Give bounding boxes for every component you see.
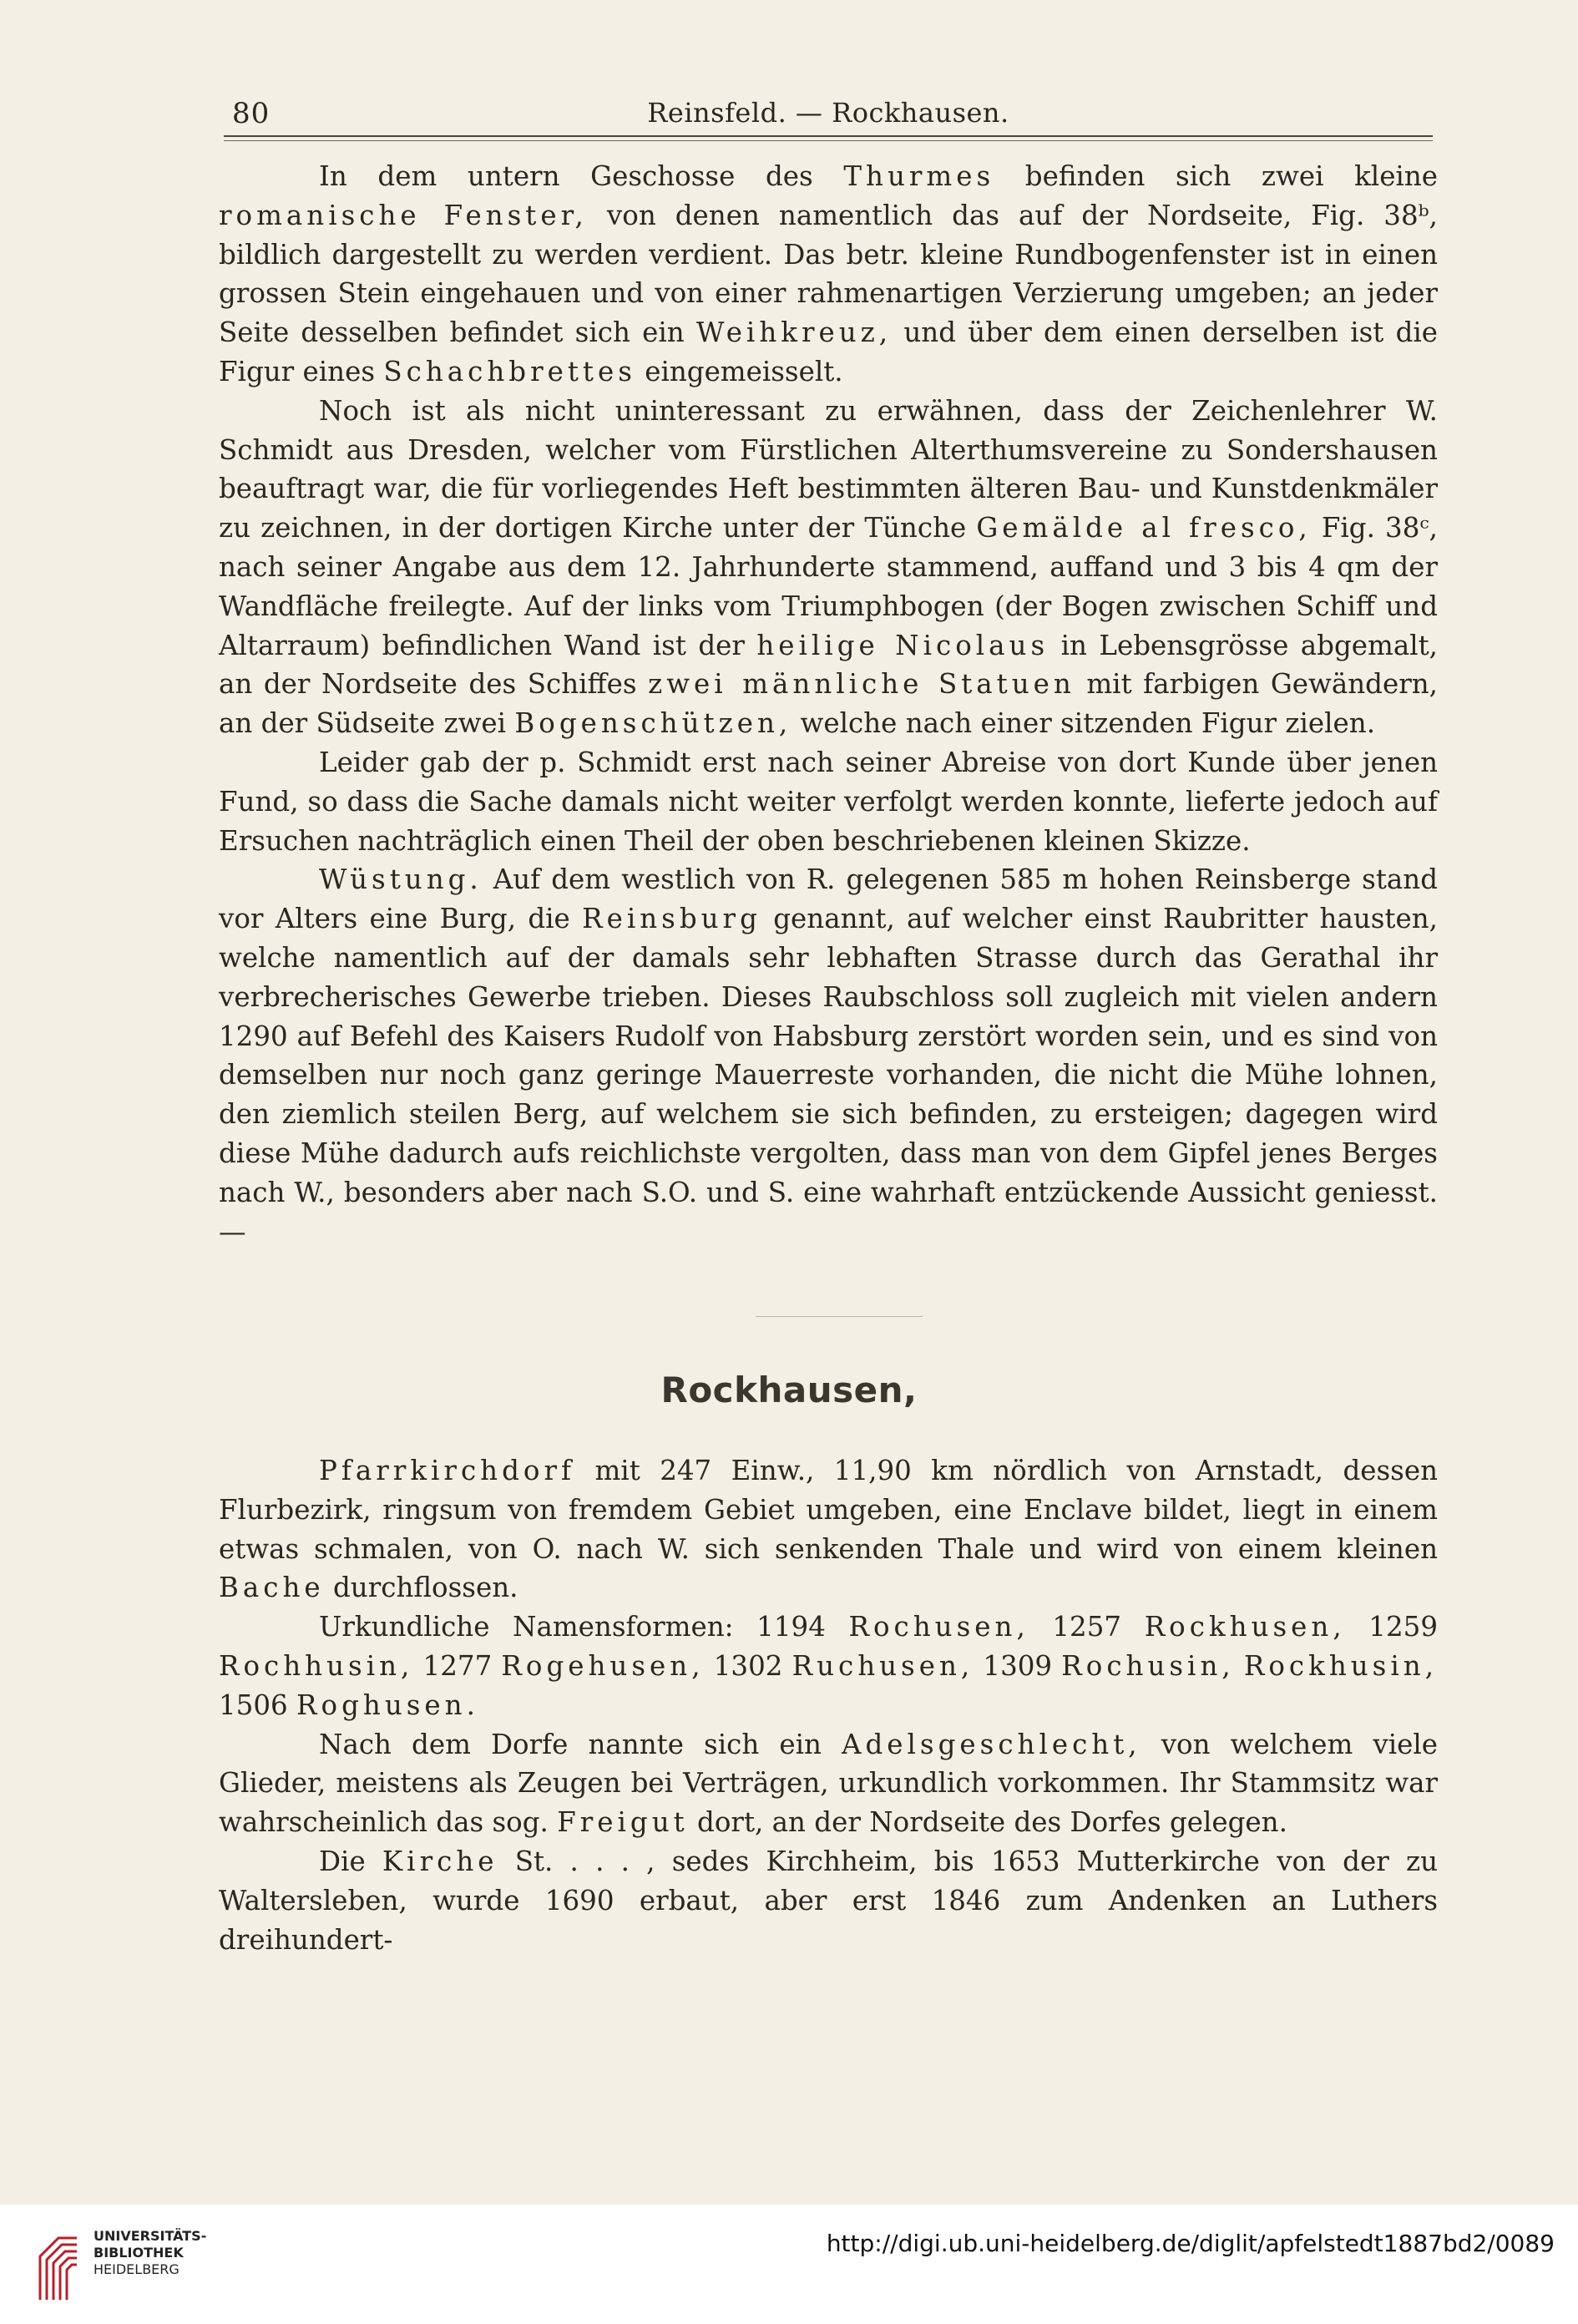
emphasized-text: Ruchusen, <box>792 1649 974 1682</box>
emphasized-text: Thurmes <box>843 160 995 192</box>
university-library-logo-icon <box>33 2223 83 2306</box>
reinsfeld-paragraph <box>219 392 1438 743</box>
emphasized-text: zwei männliche Statuen <box>648 668 1075 701</box>
emphasized-text: Rogehusen, <box>501 1649 705 1682</box>
text-run: eingemeisselt. <box>635 355 843 387</box>
text-run: Noch ist als nicht uninteressant zu erwähnen, dass der Zeichenlehrer W. Schmidt aus Dresden, welcher vom Fürstlichen Alterthumsvereine zu Sondershausen beauftragt war, die für vorliegendes Heft bestimmten älteren Bau- und Kunstdenkmäler zu zeichnen, in der dortigen Kirche unter der Tünche <box>219 394 1438 544</box>
text-run: Nach dem Dorfe nannte sich ein <box>319 1728 842 1760</box>
permalink-url[interactable]: http://digi.ub.uni-heidelberg.de/diglit/apfelstedt1887bd2/0089 <box>826 2230 1555 2257</box>
rockhausen-paragraph <box>219 1451 1438 1608</box>
emphasized-text: Reinsburg <box>582 903 761 935</box>
emphasized-text: Pfarrkirchdorf <box>319 1455 576 1486</box>
emphasized-text: Rockhusin, <box>1243 1649 1439 1682</box>
emphasized-text: Kirche <box>382 1845 498 1877</box>
emphasized-text: Roghusen. <box>296 1689 479 1721</box>
emphasized-text: Freigut <box>557 1806 689 1839</box>
text-run: 1506 <box>219 1689 297 1721</box>
library-name <box>94 2228 206 2278</box>
text-run: mit farbigen Gewändern, an der Südseite zwei <box>219 668 1438 740</box>
emphasized-text: romanische Fenster, <box>219 199 588 231</box>
emphasized-text: Bogenschützen, <box>514 707 792 740</box>
text-run: Urkundliche Namensformen: 1194 <box>319 1611 849 1643</box>
text-run: in Lebensgrösse abgemalt, an der Nordseite des Schiffes <box>219 629 1438 701</box>
text-run: Leider gab der p. Schmidt erst nach seiner Abreise von dort Kunde über jenen Fund, so dass die Sache damals nicht weiter verfolgt werden konnte, lieferte jedoch auf Ersuchen nachträglich einen Theil der oben beschriebenen kleinen Skizze. <box>219 746 1438 857</box>
emphasized-text: Rochusen, <box>848 1611 1029 1643</box>
rockhausen-paragraph <box>219 1608 1438 1724</box>
text-run: St. . . . , sedes Kirchheim, bis 1653 Mutterkirche von der zu Waltersleben, wurde 1690 erbaut, aber erst 1846 zum Andenken an Luthers dreihundert- <box>219 1845 1439 1956</box>
text-run: 1257 <box>1029 1611 1145 1643</box>
emphasized-text: Schachbrettes <box>383 355 636 387</box>
text-run: 1277 <box>413 1649 502 1682</box>
emphasized-text: Rochusin, <box>1061 1649 1235 1682</box>
reinsfeld-paragraph <box>219 157 1438 392</box>
text-run: 1309 <box>974 1649 1062 1682</box>
text-run <box>1235 1650 1244 1682</box>
emphasized-text: heilige Nicolaus <box>756 629 1049 661</box>
body-text-rockhausen <box>219 1451 1438 1959</box>
reinsfeld-paragraph <box>219 743 1438 860</box>
text-run: Die <box>319 1845 382 1877</box>
text-run: von denen namentlich das auf der Nordseite, Fig. 38ᵇ, bildlich dargestellt zu werden verdient. Das betr. kleine Rundbogenfenster ist in einen grossen Stein eingehauen und von einer rahmenartigen Verzierung umgeben; an jeder Seite desselben befindet sich ein <box>219 199 1438 349</box>
emphasized-text: Gemälde al fresco, <box>976 512 1312 544</box>
text-run: befinden sich zwei kleine <box>994 160 1438 192</box>
emphasized-text: Adelsgeschlecht, <box>842 1728 1141 1760</box>
text-run: und über dem einen derselben ist die Figur eines <box>219 316 1439 387</box>
reinsfeld-paragraph <box>219 860 1438 1251</box>
text-run: Auf dem westlich von R. gelegenen 585 m hohen Reinsberge stand vor Alters eine Burg, die <box>219 863 1438 935</box>
emphasized-text: Weihkreuz, <box>695 316 893 349</box>
running-title: Reinsfeld. — Rockhausen. <box>647 97 1009 129</box>
rockhausen-paragraph <box>219 1842 1438 1959</box>
emphasized-text: Bache <box>219 1572 325 1604</box>
text-run: genannt, auf welcher einst Raubritter hausten, welche namentlich auf der damals sehr lebhaften Strasse durch das Gerathal ihr verbrecherisches Gewerbe trieben. Dieses Raubschloss soll zugleich mit vielen andern 1290 auf Befehl des Kaisers Rudolf von Habsburg zerstört worden sein, und es sind von demselben nur noch ganz geringe Mauerreste vorhanden, die nicht die Mühe lohnen, den ziemlich steilen Berg, auf welchem sie sich befinden, zu ersteigen; dagegen wird diese Mühe dadurch aufs reichlichste vergolten, dass man von dem Gipfel jenes Berges nach W., besonders aber nach S.O. und S. eine wahrhaft entzückende Aussicht geniesst. — <box>219 903 1438 1248</box>
text-run: 1259 <box>1345 1611 1438 1643</box>
emphasized-text: Wüstung. <box>319 863 483 896</box>
text-run: welche nach einer sitzenden Figur zielen. <box>792 707 1376 740</box>
library-name-line-3: HEIDELBERG <box>94 2261 180 2277</box>
footer-bar <box>0 2205 1578 2324</box>
text-run: mit 247 Einw., 11,90 km nördlich von Arnstadt, dessen Flurbezirk, ringsum von fremdem Gebiet umgeben, eine Enclave bildet, liegt in einem etwas schmalen, von O. nach W. sich senkenden Thale und wird von einem kleinen <box>219 1455 1438 1565</box>
page-header <box>224 92 1433 132</box>
text-run: von welchem viele Glieder, meistens als Zeugen bei Verträgen, urkundlich vorkommen. Ihr Stammsitz war wahrscheinlich das sog. <box>219 1728 1438 1839</box>
emphasized-text: Rochhusin, <box>219 1649 414 1682</box>
library-name-line-2: BIBLIOTHEK <box>94 2245 184 2261</box>
rockhausen-paragraph <box>219 1725 1438 1842</box>
text-run: dort, an der Nordseite des Dorfes gelegen. <box>688 1806 1287 1839</box>
body-text-reinsfeld <box>219 157 1438 1251</box>
text-run: In dem untern Geschosse des <box>319 160 844 192</box>
text-run: 1302 <box>704 1649 792 1682</box>
emphasized-text: Rockhusen, <box>1144 1611 1346 1643</box>
section-title: Rockhausen, <box>660 1370 918 1410</box>
text-run: durchflossen. <box>324 1572 518 1604</box>
text-run: Fig. 38ᶜ, nach seiner Angabe aus dem 12. Jahrhunderte stammend, auffand und 3 bis 4 qm der Wandfläche freilegte. Auf der links vom Triumphbogen (der Bogen zwischen Schiff und Altarraum) befindlichen Wand ist der <box>219 512 1438 661</box>
library-name-line-1: UNIVERSITÄTS- <box>94 2228 207 2244</box>
section-separator <box>756 1316 923 1317</box>
header-rule-thin <box>224 140 1433 141</box>
header-rule <box>224 135 1433 137</box>
page-number: 80 <box>232 97 271 130</box>
